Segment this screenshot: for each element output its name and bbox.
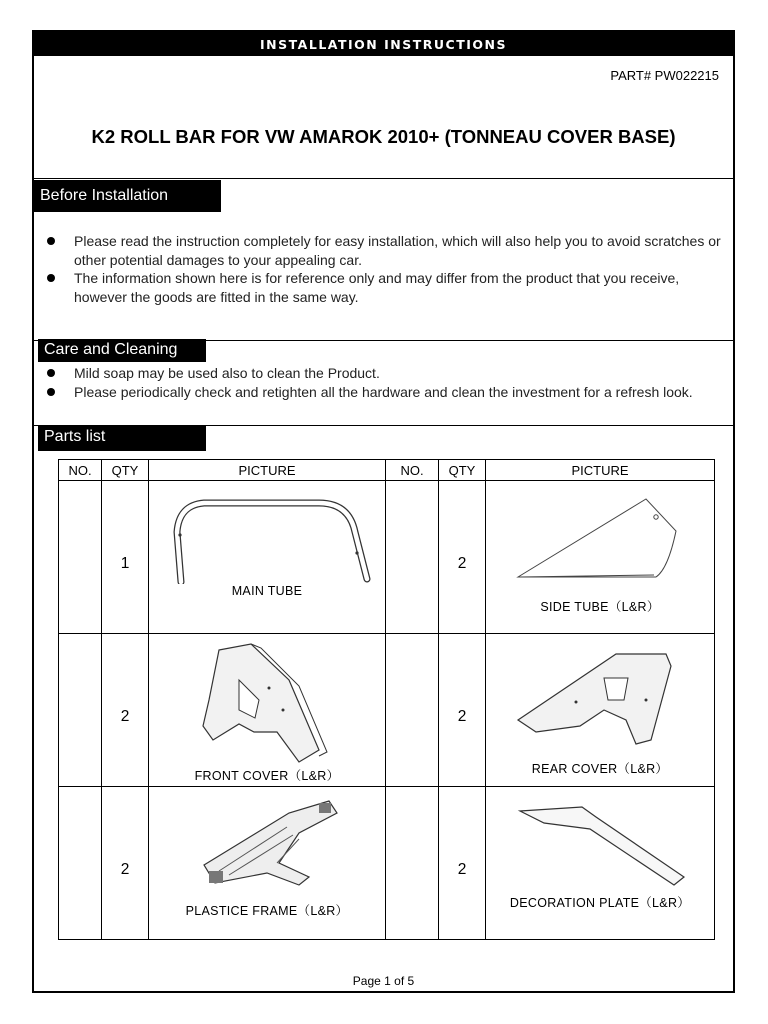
parts-table	[58, 459, 715, 940]
qty-cell: 2	[439, 634, 486, 787]
before-installation-list	[34, 232, 724, 306]
table-row	[59, 481, 715, 634]
part-caption: MAIN TUBE	[149, 584, 385, 598]
part-caption: SIDE TUBE（L&R）	[486, 597, 714, 615]
qty-cell: 2	[439, 481, 486, 634]
column-header: NO.	[59, 460, 102, 481]
document-title: K2 ROLL BAR FOR VW AMAROK 2010+ (TONNEAU COVER BASE)	[91, 126, 676, 147]
column-header: QTY	[439, 460, 486, 481]
qty-cell: 2	[102, 634, 149, 787]
qty-cell: 2	[439, 787, 486, 940]
part-number-cell	[59, 787, 102, 940]
care-cleaning-list	[34, 364, 724, 401]
part-caption: FRONT COVER（L&R）	[149, 766, 385, 784]
column-header: QTY	[102, 460, 149, 481]
qty-cell: 2	[102, 787, 149, 940]
part-number-cell	[59, 634, 102, 787]
picture-cell	[149, 787, 386, 940]
plastic-frame-illustration	[159, 793, 374, 908]
picture-cell	[486, 787, 715, 940]
bullet-icon	[47, 388, 55, 396]
care-cleaning-heading: Care and Cleaning	[38, 339, 206, 362]
part-caption: PLASTICE FRAME（L&R）	[149, 901, 385, 919]
part-number-cell	[386, 481, 439, 634]
part-number-cell	[386, 787, 439, 940]
main-tube-illustration	[159, 487, 374, 587]
divider	[34, 178, 733, 179]
picture-cell	[149, 481, 386, 634]
column-header: PICTURE	[149, 460, 386, 481]
picture-cell	[486, 634, 715, 787]
parts-list-heading: Parts list	[38, 425, 206, 451]
part-caption: DECORATION PLATE（L&R）	[486, 893, 714, 911]
before-installation-heading: Before Installation	[34, 180, 221, 212]
decoration-plate-illustration	[496, 793, 701, 893]
part-number-cell	[386, 634, 439, 787]
rear-cover-illustration	[496, 640, 701, 750]
part-number: PART# PW022215	[610, 68, 719, 83]
side-tube-illustration	[496, 487, 696, 597]
header-bar: INSTALLATION INSTRUCTIONS	[34, 32, 733, 56]
part-caption: REAR COVER（L&R）	[486, 759, 714, 777]
list-item: Mild soap may be used also to clean the Product.	[34, 364, 724, 383]
part-number-cell	[59, 481, 102, 634]
front-cover-illustration	[159, 640, 374, 770]
bullet-icon	[47, 237, 55, 245]
page-number: Page 1 of 5	[352, 974, 415, 988]
table-row	[59, 634, 715, 787]
list-item: The information shown here is for reference only and may differ from the product that you receive, however the goods are fitted in the same way.	[34, 269, 724, 306]
qty-cell: 1	[102, 481, 149, 634]
column-header: PICTURE	[486, 460, 715, 481]
list-item: Please read the instruction completely for easy installation, which will also help you to avoid scratches or other potential damages to your appealing car.	[34, 232, 724, 269]
list-item: Please periodically check and retighten all the hardware and clean the investment for a refresh look.	[34, 383, 724, 402]
picture-cell	[486, 481, 715, 634]
document-page	[32, 30, 735, 993]
bullet-icon	[47, 274, 55, 282]
table-row	[59, 787, 715, 940]
table-header-row	[59, 460, 715, 481]
picture-cell	[149, 634, 386, 787]
bullet-icon	[47, 369, 55, 377]
column-header: NO.	[386, 460, 439, 481]
